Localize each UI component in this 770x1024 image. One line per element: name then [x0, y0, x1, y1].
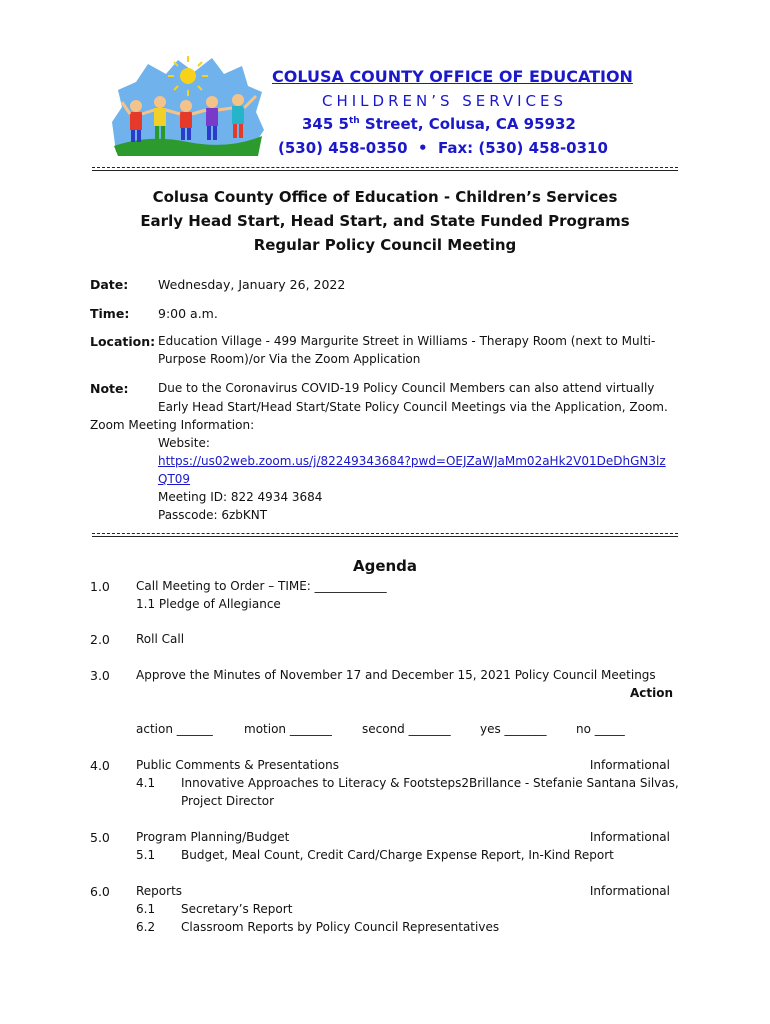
address-street: Street, Colusa, CA 95932	[359, 115, 576, 133]
item6-text: Reports	[136, 884, 183, 898]
item4-sub-line1: Innovative Approaches to Literacy & Footsteps2Brillance - Stefanie Santana Silvas,	[181, 776, 679, 790]
item2-text: Roll Call	[136, 632, 185, 646]
item6-number: 6.0	[90, 884, 110, 899]
agenda-heading: Agenda	[352, 557, 418, 575]
vote-no: no _____	[576, 722, 625, 736]
item3-text: Approve the Minutes of November 17 and December 15, 2021 Policy Council Meetings	[136, 668, 656, 682]
note-line1: Due to the Coronavirus COVID-19 Policy Council Members can also attend virtually	[158, 381, 655, 395]
item4-text: Public Comments & Presentations	[136, 758, 339, 772]
vote-motion: motion _______	[244, 722, 332, 736]
item1-text: Call Meeting to Order – TIME: ____________	[136, 579, 387, 593]
time-value: 9:00 a.m.	[158, 306, 218, 321]
item5-type: Informational	[589, 830, 670, 844]
vote-action: action ______	[136, 722, 213, 736]
item1-number: 1.0	[90, 579, 110, 594]
item1-sub: 1.1 Pledge of Allegiance	[136, 597, 281, 611]
item5-text: Program Planning/Budget	[136, 830, 290, 844]
location-line1: Education Village - 499 Margurite Street in Williams - Therapy Room (next to Multi-	[158, 334, 656, 348]
passcode: Passcode: 6zbKNT	[158, 508, 268, 522]
letterhead-phone-fax: (530) 458-0350 • Fax: (530) 458-0310	[278, 139, 608, 157]
date-value: Wednesday, January 26, 2022	[158, 277, 346, 292]
vote-second: second _______	[362, 722, 451, 736]
item4-type: Informational	[589, 758, 670, 772]
address-number: 345 5	[302, 115, 349, 133]
zoom-meeting-link-cont[interactable]: QT09	[158, 472, 191, 486]
item2-number: 2.0	[90, 632, 110, 647]
item6-sub1-number: 6.1	[136, 902, 156, 916]
item6-sub1-text: Secretary’s Report	[181, 902, 293, 916]
zoom-meeting-link[interactable]: https://us02web.zoom.us/j/82249343684?pwd=OEJZaWJaMm02aHk2V01DeDhGN3lz	[158, 454, 666, 468]
note-label: Note:	[90, 381, 129, 396]
item5-number: 5.0	[90, 830, 110, 845]
item5-sub-text: Budget, Meal Count, Credit Card/Charge Expense Report, In-Kind Report	[181, 848, 614, 862]
meeting-id: Meeting ID: 822 4934 3684	[158, 490, 323, 504]
letterhead-address	[302, 115, 576, 133]
vote-yes: yes _______	[480, 722, 547, 736]
location-label: Location:	[90, 334, 156, 349]
item6-type: Informational	[589, 884, 670, 898]
item3-type: Action	[629, 686, 673, 700]
item6-sub2-number: 6.2	[136, 920, 156, 934]
website-label: Website:	[158, 436, 210, 450]
location-line2: Purpose Room)/or Via the Zoom Application	[158, 352, 421, 366]
meeting-title-line2: Early Head Start, Head Start, and State Funded Programs	[140, 212, 630, 230]
meeting-title-line3: Regular Policy Council Meeting	[253, 236, 517, 254]
item3-number: 3.0	[90, 668, 110, 683]
item6-sub2-text: Classroom Reports by Policy Council Representatives	[181, 920, 500, 934]
date-label: Date:	[90, 277, 129, 292]
time-label: Time:	[90, 306, 130, 321]
item4-sub-number: 4.1	[136, 776, 156, 790]
item5-sub-number: 5.1	[136, 848, 156, 862]
zoom-info-label: Zoom Meeting Information:	[90, 418, 255, 432]
note-line2: Early Head Start/Head Start/State Policy Council Meetings via the Application, Zoom.	[158, 400, 668, 414]
item4-sub-line2: Project Director	[181, 794, 275, 808]
item4-number: 4.0	[90, 758, 110, 773]
letterhead-org: COLUSA COUNTY OFFICE OF EDUCATION	[272, 67, 633, 86]
childrens-services-logo	[108, 52, 268, 162]
meeting-title-line1: Colusa County Office of Education - Children’s Services	[152, 188, 618, 206]
address-ordinal: th	[348, 116, 360, 126]
letterhead-dept: CHILDREN’S SERVICES	[322, 92, 568, 110]
